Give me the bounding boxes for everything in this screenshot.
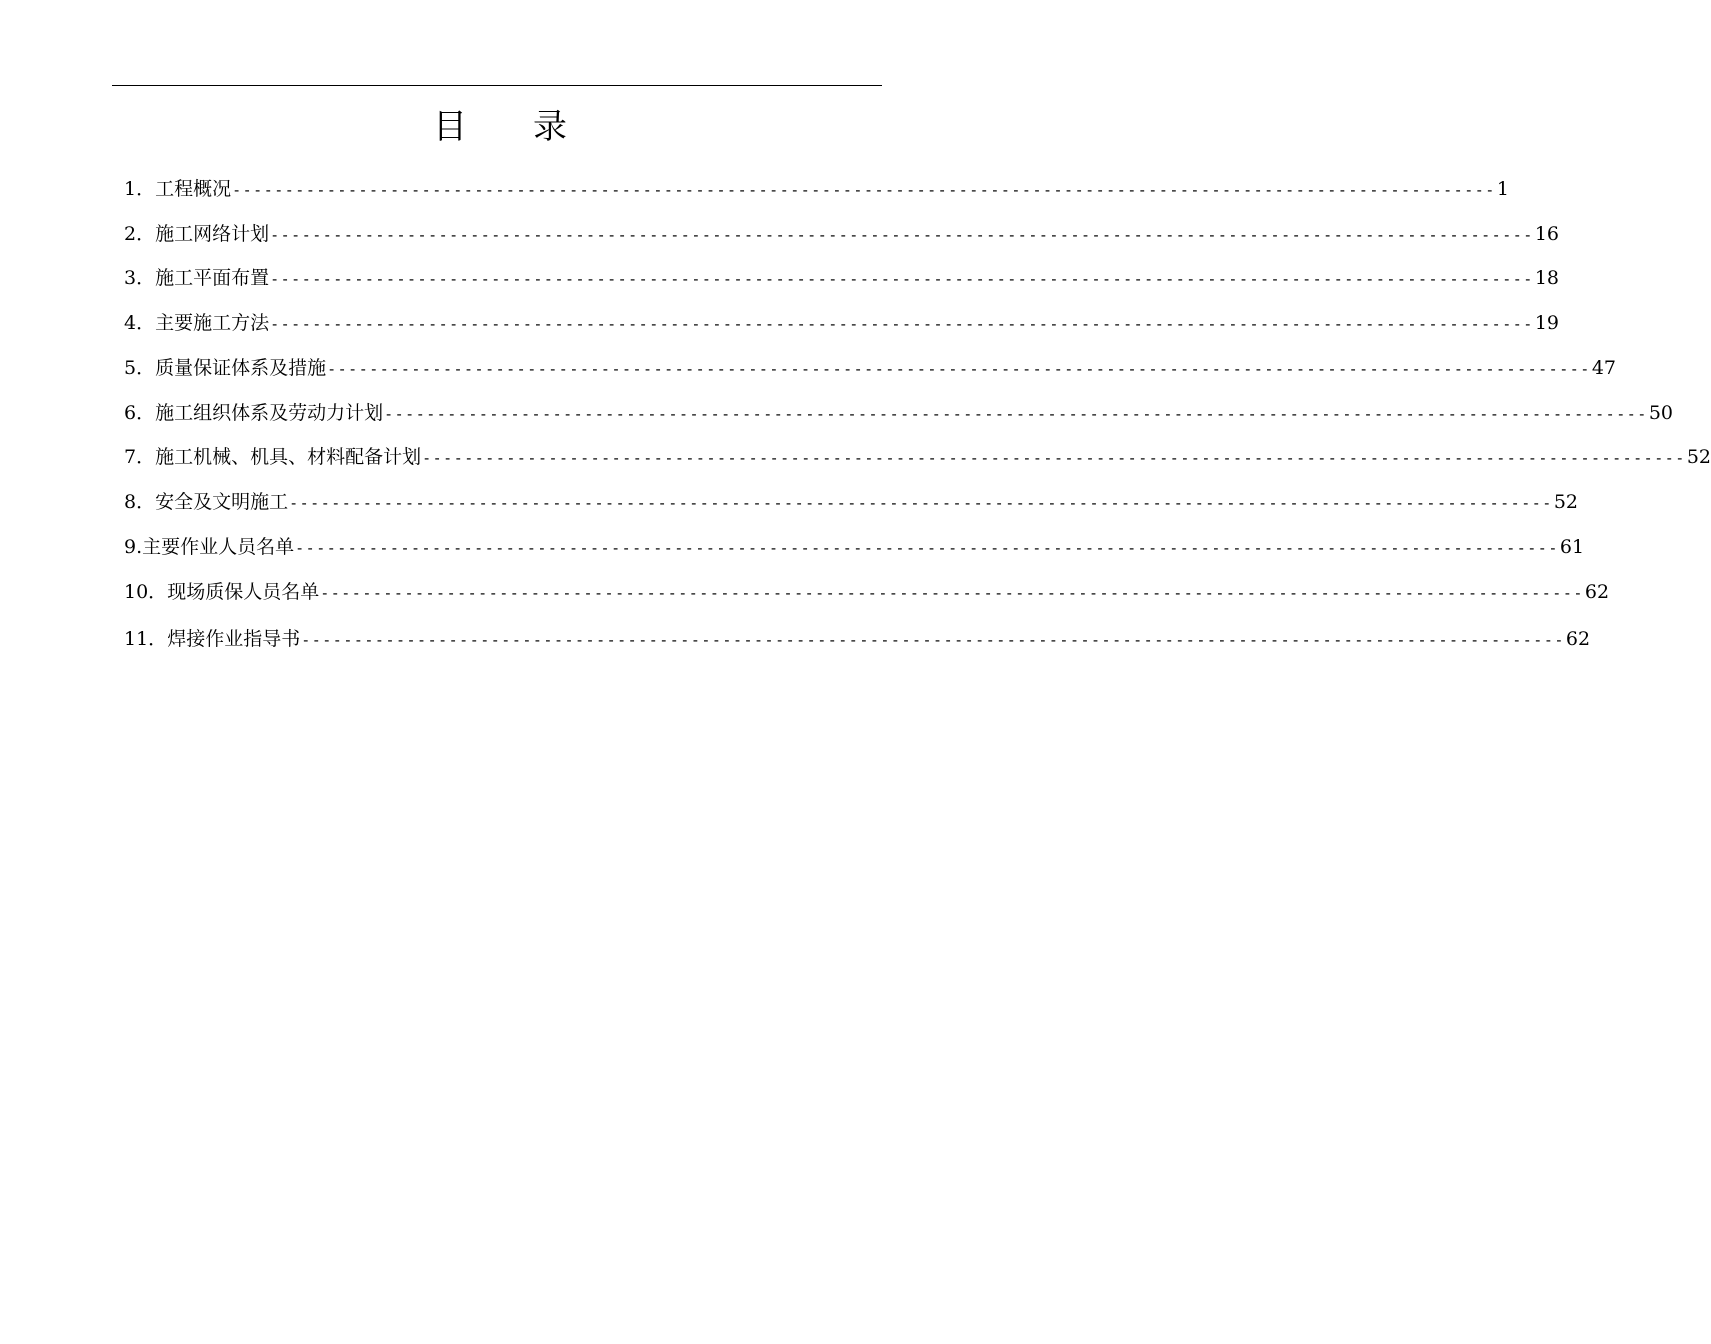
toc-entry-number: 11． [124,628,168,650]
toc-entry-page: 62 [1565,628,1591,650]
toc-entry-text: 安全及文明施工 [155,491,289,513]
toc-entry-number: 1． [124,178,156,200]
toc-entry-number: 7． [124,446,156,468]
toc-entry-number: 3． [124,267,156,289]
toc-entry-number: 5． [124,357,156,379]
toc-entry-text: 工程概况 [155,178,232,200]
toc-entry-1[interactable] [124,172,1509,206]
toc-leader: ------------------------------------------------------------------------------------------------------------------------ [270,315,1534,333]
toc-leader: ------------------------------------------------------------------------------------------------------------------------ [384,405,1648,423]
toc-entry-page: 19 [1534,312,1559,334]
toc-leader: ------------------------------------------------------------------------------------------------------------------------ [301,631,1565,649]
toc-entry-page: 52 [1686,446,1711,468]
toc-entry-5[interactable] [124,351,1616,385]
toc-leader: ------------------------------------------------------------------------------------------------------------------------ [422,449,1686,467]
toc-entry-9[interactable] [124,530,1585,564]
toc-entry-page: 61 [1559,536,1585,558]
toc-entry-page: 47 [1591,357,1616,379]
toc-entry-8[interactable] [124,485,1578,519]
toc-leader: ------------------------------------------------------------------------------------------------------------------------ [270,270,1534,288]
toc-entry-text: 施工机械、机具、材料配备计划 [155,446,422,468]
toc-entry-page: 1 [1496,178,1509,200]
toc-entry-text: 现场质保人员名单 [167,581,320,603]
toc-entry-7[interactable] [124,440,1711,474]
toc-entry-2[interactable] [124,217,1559,251]
page-title [0,104,1000,150]
toc-entry-page: 18 [1534,267,1559,289]
page-title-part-2: 录 [533,107,567,147]
toc-entry-text: 主要施工方法 [155,312,270,334]
toc-entry-11[interactable] [124,622,1591,656]
toc-entry-number: 2． [124,223,156,245]
toc-leader: ------------------------------------------------------------------------------------------------------------------------ [295,539,1559,557]
page-title-part-1: 目 [433,107,467,147]
toc-entry-text: 主要作业人员名单 [142,536,295,558]
toc-entry-text: 施工网络计划 [155,223,270,245]
toc-entry-number: 6． [124,402,156,424]
toc-leader: ------------------------------------------------------------------------------------------------------------------------ [232,181,1496,199]
toc-entry-6[interactable] [124,396,1673,430]
toc-entry-number: 8． [124,491,156,513]
toc-entry-page: 62 [1584,581,1610,603]
toc-entry-page: 50 [1648,402,1673,424]
toc-leader: ------------------------------------------------------------------------------------------------------------------------ [270,226,1534,244]
toc-entry-4[interactable] [124,306,1559,340]
toc-entry-10[interactable] [124,575,1610,609]
toc-entry-page: 52 [1553,491,1578,513]
toc-entry-text: 焊接作业指导书 [167,628,301,650]
toc-entry-number: 9. [124,536,143,558]
toc-entry-number: 4． [124,312,156,334]
toc-entry-3[interactable] [124,261,1559,295]
toc-entry-number: 10． [124,581,168,603]
toc-entry-text: 施工平面布置 [155,267,270,289]
toc-entry-text: 施工组织体系及劳动力计划 [155,402,384,424]
toc-entry-page: 16 [1534,223,1559,245]
toc-leader: ------------------------------------------------------------------------------------------------------------------------ [327,360,1591,378]
toc-entry-text: 质量保证体系及措施 [155,357,327,379]
toc-leader: ------------------------------------------------------------------------------------------------------------------------ [289,494,1553,512]
header-rule [112,85,882,86]
toc-leader: ------------------------------------------------------------------------------------------------------------------------ [320,584,1584,602]
